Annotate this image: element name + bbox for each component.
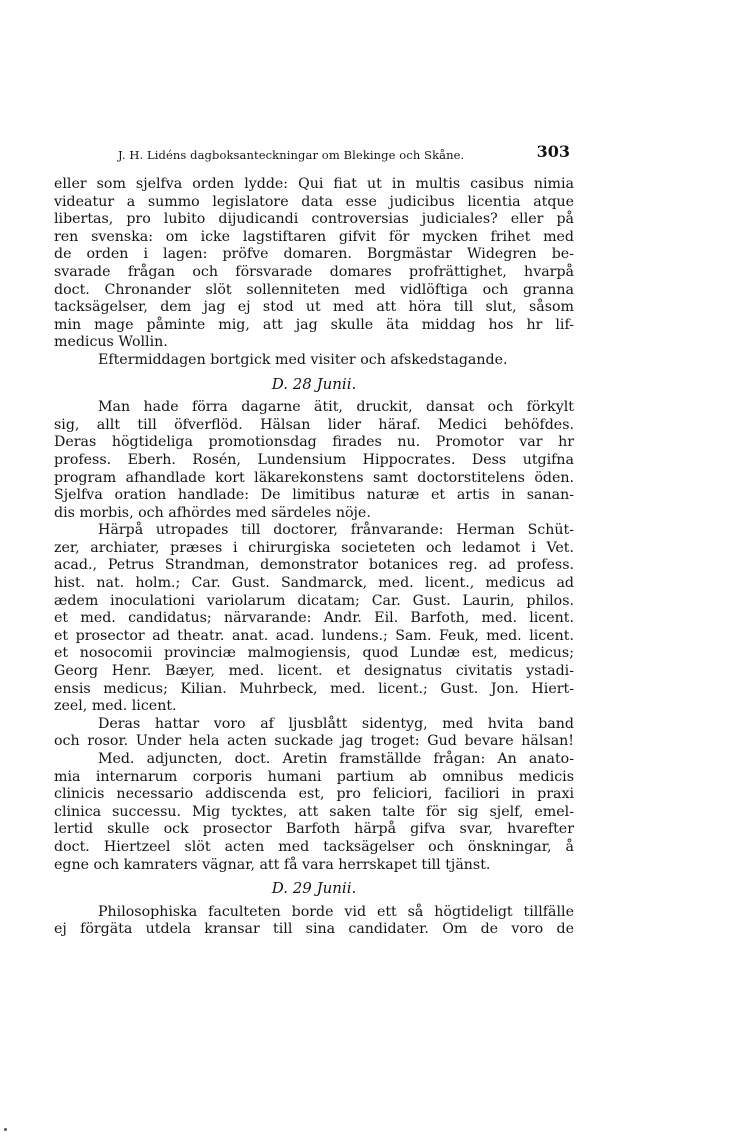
- text-line: medicus Wollin.: [54, 334, 168, 351]
- text-line: Eftermiddagen bortgick med visiter och afskedstagande.: [98, 351, 508, 368]
- paragraph: [54, 716, 574, 751]
- text-line: eller som sjelfva orden lydde: Qui fiat ut in multis casibus nimia: [54, 176, 574, 192]
- paragraph: [54, 176, 574, 352]
- text-line: clinicis necessario addiscenda est, pro feliciori, faciliori in praxi: [54, 786, 574, 803]
- paragraph: [54, 352, 574, 370]
- text-line: ej förgäta utdela kransar till sina candidater. Om de voro de: [54, 921, 574, 938]
- text-line: egne och kamraters vägnar, att få vara herrskapet till tjänst.: [54, 856, 491, 873]
- text-line: Sjelfva oration handlade: De limitibus naturæ et artis in sanan-: [54, 487, 574, 504]
- text-line: hist. nat. holm.; Car. Gust. Sandmarck, med. licent., medicus ad: [54, 575, 574, 592]
- text-line: Härpå utropades till doctorer, frånvarande: Herman Schüt-: [98, 522, 574, 539]
- scan-speck: [4, 1128, 7, 1131]
- text-line: program afhandlade kort läkarekonstens samt doctorstitelens öden.: [54, 469, 574, 486]
- body-text: [54, 176, 574, 939]
- text-line: de orden i lagen: pröfve domaren. Borgmästar Widegren be-: [54, 246, 574, 263]
- text-line: doct. Hiertzeel slöt acten med tacksägelser och önskningar, å: [54, 838, 574, 855]
- paragraph: [54, 399, 574, 522]
- text-line: et med. candidatus; närvarande: Andr. Eil. Barfoth, med. licent.: [54, 610, 574, 627]
- date-heading: D. 29 Junii.: [271, 879, 357, 898]
- text-line: libertas, pro lubito dijudicandi controversias judiciales? eller på: [54, 211, 574, 228]
- text-line: zer, archiater, præses i chirurgiska societeten och ledamot i Vet.: [54, 539, 574, 556]
- text-line: lertid skulle ock prosector Barfoth härpå gifva svar, hvarefter: [54, 821, 574, 838]
- text-line: min mage påminte mig, att jag skulle äta middag hos hr lif-: [54, 316, 574, 333]
- text-line: ædem inoculationi variolarum dicatam; Car. Gust. Laurin, philos.: [54, 592, 574, 609]
- date-heading: D. 28 Junii.: [271, 374, 357, 393]
- text-line: ensis medicus; Kilian. Muhrbeck, med. licent.; Gust. Jon. Hiert-: [54, 680, 574, 697]
- text-line: Deras högtideliga promotionsdag firades nu. Promotor var hr: [54, 434, 574, 451]
- text-line: zeel, med. licent.: [54, 698, 177, 715]
- text-line: clinica successu. Mig tycktes, att saken talte för sig sjelf, emel-: [54, 803, 574, 820]
- text-line: doct. Chronander slöt sollenniteten med vidlöftiga och granna: [54, 281, 574, 298]
- text-line: ren svenska: om icke lagstiftaren gifvit för mycken frihet med: [54, 228, 574, 245]
- text-line: Man hade förra dagarne ätit, druckit, dansat och förkylt: [98, 399, 574, 416]
- text-line: et prosector ad theatr. anat. acad. lundens.; Sam. Feuk, med. licent.: [54, 627, 574, 644]
- text-line: och rosor. Under hela acten suckade jag troget: Gud bevare hälsan!: [54, 733, 574, 750]
- paragraph: [54, 751, 574, 874]
- text-line: Deras hattar voro af ljusblått sidentyg, med hvita band: [98, 715, 574, 732]
- text-line: Georg Henr. Bæyer, med. licent. et designatus civitatis ystadi-: [54, 663, 574, 680]
- paragraph: [54, 522, 574, 716]
- text-line: Philosophiska faculteten borde vid ett så högtideligt tillfälle: [98, 903, 574, 920]
- text-line: profess. Eberh. Rosén, Lundensium Hippocrates. Dess utgifna: [54, 451, 574, 468]
- text-line: et nosocomii provinciæ malmogiensis, quod Lundæ est, medicus;: [54, 645, 574, 662]
- text-line: mia internarum corporis humani partium ab omnibus medicis: [54, 768, 574, 785]
- text-line: acad., Petrus Strandman, demonstrator botanices reg. ad profess.: [54, 557, 574, 574]
- paragraph: [54, 904, 574, 939]
- text-line: videatur a summo legislatore data esse judicibus licentia atque: [54, 193, 574, 210]
- text-line: tacksägelser, dem jag ej stod ut med att höra till slut, såsom: [54, 299, 574, 316]
- running-head: J. H. Lidéns dagboksanteckningar om Blekinge och Skåne.: [118, 148, 465, 162]
- page-number: 303: [536, 142, 570, 161]
- text-line: dis morbis, och afhördes med särdeles nöje.: [54, 504, 371, 521]
- text-line: sig, allt till öfverflöd. Hälsan lider häraf. Medici behöfdes.: [54, 416, 574, 433]
- text-line: svarade frågan och försvarade domares profrättighet, hvarpå: [54, 263, 574, 280]
- text-line: Med. adjuncten, doct. Aretin framställde frågan: An anato-: [98, 751, 574, 767]
- page-header: [118, 142, 570, 164]
